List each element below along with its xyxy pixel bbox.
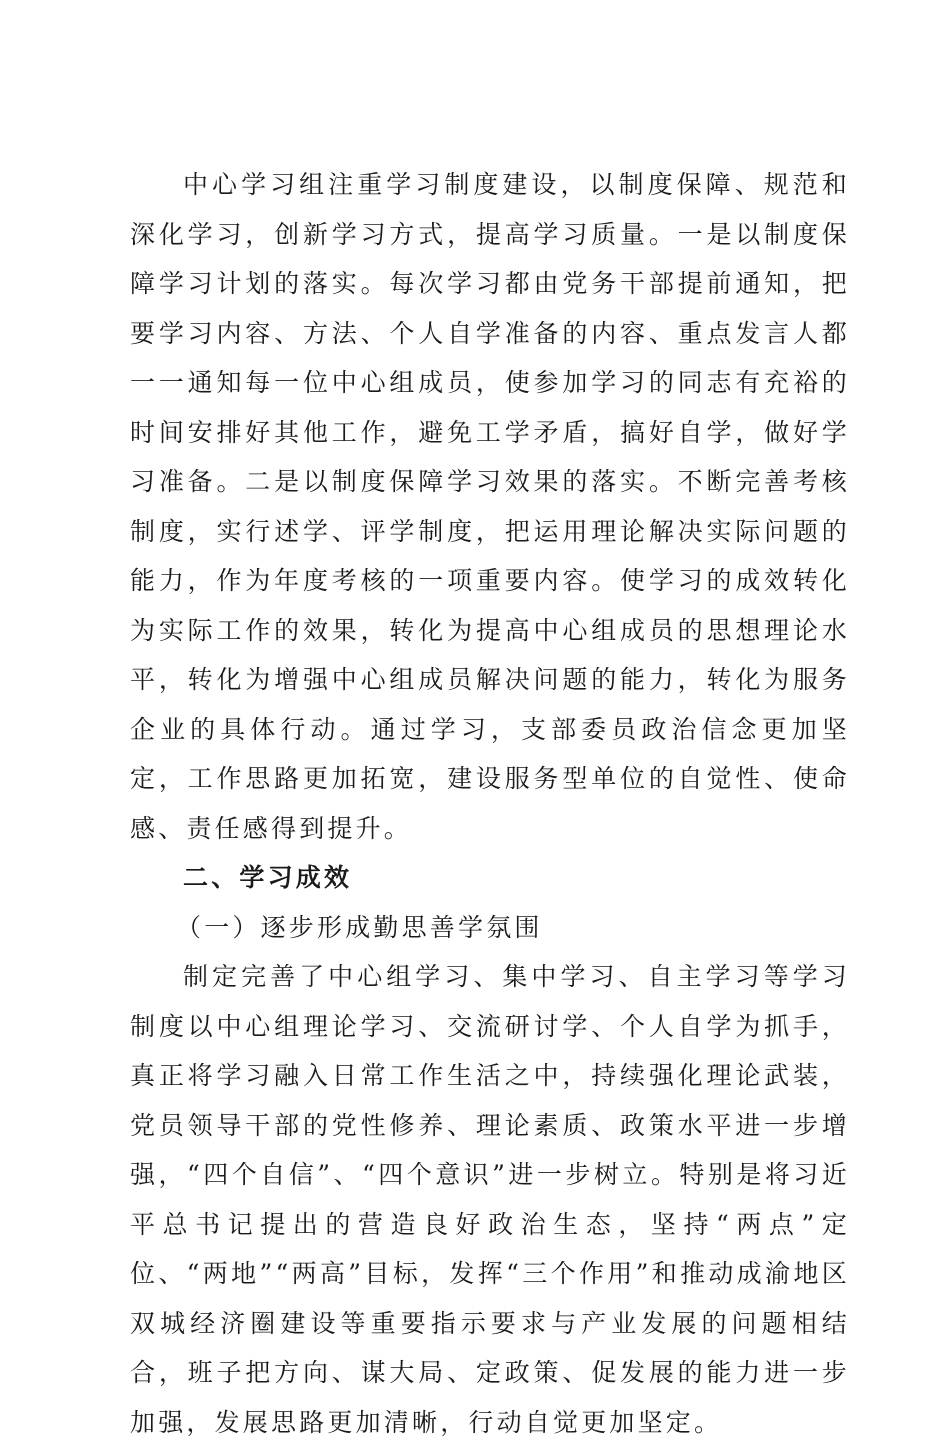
document-page	[130, 160, 850, 1447]
section-heading-2: 二、学习成效	[183, 863, 353, 892]
subsection-heading-2-1: （一）逐步形成勤思善学氛围	[176, 912, 543, 942]
body-paragraph-2: 制定完善了中心组学习、集中学习、自主学习等学习制度以中心组理论学习、交流研讨学、个人自学为抓手，真正将学习融入日常工作生活之中，持续强化理论武装，党员领导干部的党性修养、理论素质、政策水平进一步增强，“四个自信”、“四个意识”进一步树立。特别是将习近平总书记提出的营造良好政治生态，坚持“两点”定位、“两地”“两高”目标，发挥“三个作用”和推动成渝地区双城经济圈建设等重要指示要求与产业发展的问题相结合，班子把方向、谋大局、定政策、促发展的能力进一步加强，发展思路更加清晰，行动自觉更加坚定。	[130, 962, 850, 1437]
body-paragraph-1: 中心学习组注重学习制度建设，以制度保障、规范和深化学习，创新学习方式，提高学习质量。一是以制度保障学习计划的落实。每次学习都由党务干部提前通知，把要学习内容、方法、个人自学准备的内容、重点发言人都一一通知每一位中心组成员，使参加学习的同志有充裕的时间安排好其他工作，避免工学矛盾，搞好自学，做好学习准备。二是以制度保障学习效果的落实。不断完善考核制度，实行述学、评学制度，把运用理论解决实际问题的能力，作为年度考核的一项重要内容。使学习的成效转化为实际工作的效果，转化为提高中心组成员的思想理论水平，转化为增强中心组成员解决问题的能力，转化为服务企业的具体行动。通过学习，支部委员政治信念更加坚定，工作思路更加拓宽，建设服务型单位的自觉性、使命感、责任感得到提升。	[130, 170, 850, 843]
